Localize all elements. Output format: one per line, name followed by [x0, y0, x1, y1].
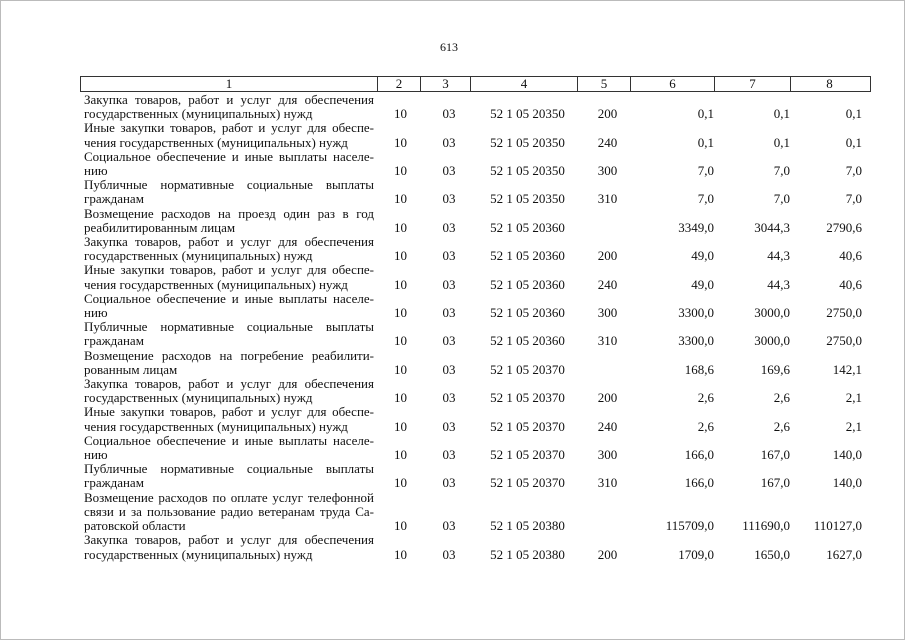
row-description: Иные закупки товаров, работ и услуг для обеспе-чения государственных (муниципальных) нужд [84, 404, 374, 434]
row-description: Социальное обеспечение и иные выплаты населе-нию [84, 148, 374, 179]
row-description: Иные закупки товаров, работ и услуг для обеспе-чения государственных (муниципальных) нужд [84, 120, 374, 150]
row-description: Социальное обеспечение и иные выплаты населе-нию [84, 432, 374, 463]
cell-col-4: 52 1 05 20360 [490, 276, 565, 292]
cell-col-4: 52 1 05 20360 [490, 333, 565, 349]
cell-col-3: 03 [442, 418, 456, 434]
table-row [84, 235, 869, 263]
cell-col-2: 10 [394, 248, 407, 264]
cell-col-5: 200 [597, 248, 618, 264]
cell-col-7: 167,0 [760, 447, 790, 463]
cell-col-6: 7,0 [697, 163, 714, 179]
cell-col-8: 7,0 [845, 191, 862, 207]
cell-col-4: 52 1 05 20370 [490, 447, 565, 463]
cell-col-8: 2,1 [845, 390, 862, 406]
table-row [84, 462, 869, 490]
cell-col-8: 110127,0 [813, 518, 862, 534]
cell-col-7: 169,6 [760, 361, 790, 377]
cell-col-6: 3300,0 [678, 333, 714, 349]
cell-col-3: 03 [442, 361, 456, 377]
table-row [84, 349, 869, 377]
cell-col-5: 240 [597, 418, 618, 434]
row-description: Публичные нормативные социальные выплаты гражданам [84, 461, 374, 491]
cell-col-4: 52 1 05 20370 [490, 418, 565, 434]
cell-col-2: 10 [394, 106, 407, 122]
cell-col-2: 10 [394, 305, 407, 321]
cell-col-5: 310 [597, 191, 618, 207]
cell-col-3: 03 [442, 333, 456, 349]
cell-col-3: 03 [442, 305, 456, 321]
cell-col-2: 10 [394, 134, 407, 150]
cell-col-3: 03 [442, 390, 456, 406]
cell-col-6: 1709,0 [678, 546, 714, 562]
table-row [84, 320, 869, 348]
cell-col-8: 2750,0 [826, 333, 862, 349]
cell-col-2: 10 [394, 219, 407, 235]
cell-col-3: 03 [442, 475, 456, 491]
cell-col-5: 200 [597, 106, 618, 122]
cell-col-7: 7,0 [773, 191, 790, 207]
header-col-4: 4 [471, 77, 578, 91]
row-description: Закупка товаров, работ и услуг для обеспечения государственных (муниципальных) нужд [84, 234, 374, 264]
cell-col-7: 3044,3 [754, 219, 790, 235]
cell-col-7: 167,0 [760, 475, 790, 491]
cell-col-5: 200 [597, 390, 618, 406]
cell-col-2: 10 [394, 191, 407, 207]
cell-col-2: 10 [394, 390, 407, 406]
table-body [84, 93, 869, 562]
cell-col-6: 7,0 [697, 191, 714, 207]
row-description: Закупка товаров, работ и услуг для обеспечения государственных (муниципальных) нужд [84, 376, 374, 406]
cell-col-7: 111690,0 [742, 518, 790, 534]
table-row [84, 178, 869, 206]
row-description: Возмещение расходов на погребение реабилити-рованным лицам [84, 347, 374, 377]
cell-col-2: 10 [394, 418, 407, 434]
cell-col-5: 300 [597, 305, 618, 321]
cell-col-7: 0,1 [773, 134, 790, 150]
cell-col-3: 03 [442, 447, 456, 463]
header-col-7: 7 [715, 77, 791, 91]
page-number: 613 [440, 40, 458, 54]
cell-col-8: 0,1 [845, 134, 862, 150]
cell-col-7: 44,3 [767, 248, 790, 264]
row-description: Закупка товаров, работ и услуг для обеспечения государственных (муниципальных) нужд [84, 532, 374, 562]
table-row [84, 263, 869, 291]
cell-col-4: 52 1 05 20360 [490, 248, 565, 264]
cell-col-3: 03 [442, 163, 456, 179]
cell-col-5: 310 [597, 333, 618, 349]
cell-col-6: 49,0 [691, 248, 714, 264]
cell-col-6: 2,6 [697, 390, 714, 406]
cell-col-5: 240 [597, 134, 618, 150]
cell-col-4: 52 1 05 20360 [490, 219, 565, 235]
cell-col-7: 0,1 [773, 106, 790, 122]
cell-col-5: 300 [597, 163, 618, 179]
cell-col-5: 310 [597, 475, 618, 491]
cell-col-4: 52 1 05 20350 [490, 163, 565, 179]
cell-col-3: 03 [442, 191, 456, 207]
row-description: Возмещение расходов на проезд один раз в год реабилитированным лицам [84, 205, 374, 235]
cell-col-3: 03 [442, 134, 456, 150]
cell-col-4: 52 1 05 20360 [490, 305, 565, 321]
cell-col-6: 115709,0 [665, 518, 714, 534]
cell-col-6: 3300,0 [678, 305, 714, 321]
cell-col-2: 10 [394, 361, 407, 377]
table-row [84, 207, 869, 235]
cell-col-7: 2,6 [773, 390, 790, 406]
cell-col-2: 10 [394, 333, 407, 349]
header-col-3: 3 [421, 77, 471, 91]
table-row [84, 292, 869, 320]
row-description: Возмещение расходов по оплате услуг телефонной связи и за пользование радио ветеранам труда Са-ратовской области [84, 489, 374, 534]
cell-col-5: 300 [597, 447, 618, 463]
cell-col-8: 2790,6 [826, 219, 862, 235]
table-header [80, 76, 871, 92]
cell-col-8: 142,1 [832, 361, 862, 377]
cell-col-6: 0,1 [697, 106, 714, 122]
row-description: Публичные нормативные социальные выплаты гражданам [84, 177, 374, 207]
header-col-5: 5 [578, 77, 631, 91]
header-col-6: 6 [631, 77, 715, 91]
header-col-1: 1 [81, 77, 378, 91]
cell-col-8: 2,1 [845, 418, 862, 434]
cell-col-3: 03 [442, 106, 456, 122]
row-description: Публичные нормативные социальные выплаты гражданам [84, 319, 374, 349]
cell-col-6: 0,1 [697, 134, 714, 150]
cell-col-8: 2750,0 [826, 305, 862, 321]
table-row [84, 533, 869, 561]
cell-col-8: 0,1 [845, 106, 862, 122]
cell-col-5: 200 [597, 546, 618, 562]
table-row [84, 93, 869, 121]
table-row [84, 121, 869, 149]
cell-col-2: 10 [394, 518, 407, 534]
table-row [84, 434, 869, 462]
cell-col-6: 49,0 [691, 276, 714, 292]
cell-col-4: 52 1 05 20350 [490, 134, 565, 150]
cell-col-7: 3000,0 [754, 305, 790, 321]
row-description: Закупка товаров, работ и услуг для обеспечения государственных (муниципальных) нужд [84, 92, 374, 122]
cell-col-4: 52 1 05 20350 [490, 191, 565, 207]
cell-col-2: 10 [394, 546, 407, 562]
cell-col-7: 7,0 [773, 163, 790, 179]
cell-col-8: 1627,0 [826, 546, 862, 562]
cell-col-7: 44,3 [767, 276, 790, 292]
table-row [84, 491, 869, 534]
cell-col-8: 40,6 [839, 248, 862, 264]
cell-col-4: 52 1 05 20380 [490, 518, 565, 534]
cell-col-8: 7,0 [845, 163, 862, 179]
cell-col-6: 166,0 [684, 475, 714, 491]
cell-col-7: 2,6 [773, 418, 790, 434]
cell-col-2: 10 [394, 475, 407, 491]
cell-col-4: 52 1 05 20370 [490, 361, 565, 377]
table-row [84, 405, 869, 433]
cell-col-3: 03 [442, 276, 456, 292]
cell-col-8: 140,0 [832, 475, 862, 491]
cell-col-6: 2,6 [697, 418, 714, 434]
cell-col-4: 52 1 05 20370 [490, 390, 565, 406]
header-col-8: 8 [826, 76, 833, 91]
table-row [84, 150, 869, 178]
cell-col-6: 168,6 [684, 361, 714, 377]
cell-col-6: 3349,0 [678, 219, 714, 235]
cell-col-8: 140,0 [832, 447, 862, 463]
header-col-2: 2 [378, 77, 421, 91]
cell-col-7: 3000,0 [754, 333, 790, 349]
cell-col-2: 10 [394, 276, 407, 292]
cell-col-2: 10 [394, 447, 407, 463]
table-row [84, 377, 869, 405]
cell-col-2: 10 [394, 163, 407, 179]
cell-col-4: 52 1 05 20350 [490, 106, 565, 122]
row-description: Иные закупки товаров, работ и услуг для обеспе-чения государственных (муниципальных) нужд [84, 262, 374, 292]
cell-col-3: 03 [442, 248, 456, 264]
cell-col-4: 52 1 05 20380 [490, 546, 565, 562]
row-description: Социальное обеспечение и иные выплаты населе-нию [84, 290, 374, 321]
cell-col-5: 240 [597, 276, 618, 292]
cell-col-6: 166,0 [684, 447, 714, 463]
cell-col-7: 1650,0 [754, 546, 790, 562]
cell-col-4: 52 1 05 20370 [490, 475, 565, 491]
cell-col-3: 03 [442, 546, 456, 562]
cell-col-3: 03 [442, 219, 456, 235]
cell-col-3: 03 [442, 518, 456, 534]
cell-col-8: 40,6 [839, 276, 862, 292]
